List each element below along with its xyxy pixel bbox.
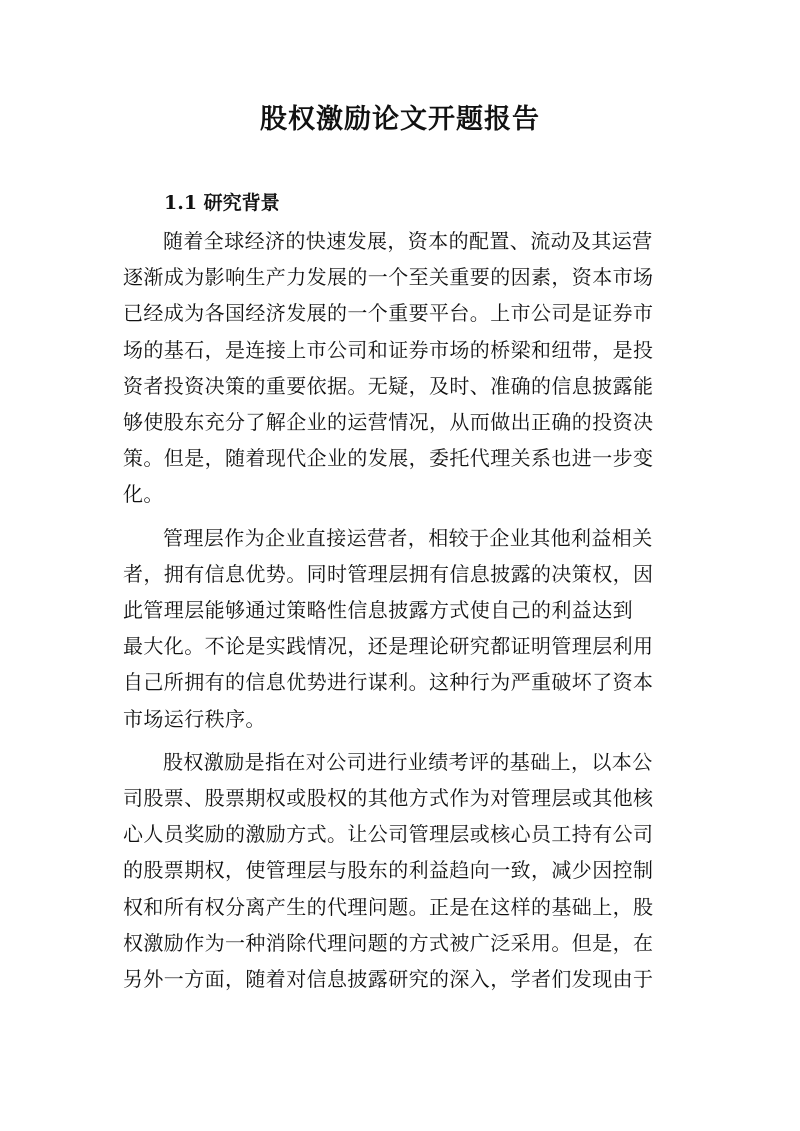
paragraph-line: 随着全球经济的快速发展，资本的配置、流动及其运营 [163, 229, 653, 253]
section-heading: 1.1 研究背景 [164, 192, 280, 214]
paragraph-line: 自己所拥有的信息优势进行谋利。这种行为严重破坏了资本 [123, 670, 654, 695]
paragraph-line: 资者投资决策的重要依据。无疑，及时、准确的信息披露能 [123, 373, 654, 398]
body-text [123, 223, 683, 997]
paragraph-line: 另外一方面，随着对信息披露研究的深入，学者们发现由于 [123, 967, 654, 992]
paragraph-line: 化。 [123, 482, 164, 507]
paragraph-line: 的股票期权，使管理层与股东的利益趋向一致，减少因控制 [123, 858, 654, 883]
paragraph-line: 此管理层能够通过策略性信息披露方式使自己的利益达到 [123, 598, 633, 623]
paragraph-line: 权激励作为一种消除代理问题的方式被广泛采用。但是，在 [123, 930, 654, 955]
paragraph-line: 者，拥有信息优势。同时管理层拥有信息披露的决策权，因 [123, 561, 654, 586]
paragraph-line: 司股票、股票期权或股权的其他方式作为对管理层或其他核 [123, 786, 654, 811]
paragraph-2 [123, 520, 683, 737]
paragraph-line: 心人员奖励的激励方式。让公司管理层或核心员工持有公司 [123, 822, 654, 847]
paragraph-line: 策。但是，随着现代企业的发展，委托代理关系也进一步变 [123, 446, 654, 471]
paragraph-line: 权和所有权分离产生的代理问题。正是在这样的基础上，股 [123, 894, 654, 919]
paragraph-1 [123, 223, 683, 513]
paragraph-line: 管理层作为企业直接运营者，相较于企业其他利益相关 [163, 525, 653, 550]
paragraph-line: 场的基石，是连接上市公司和证券市场的桥梁和纽带，是投 [123, 337, 654, 362]
paragraph-line: 市场运行秩序。 [123, 706, 266, 731]
paragraph-line: 最大化。不论是实践情况，还是理论研究都证明管理层利用 [123, 634, 654, 659]
paragraph-line: 股权激励是指在对公司进行业绩考评的基础上，以本公 [163, 749, 653, 774]
document-title: 股权激励论文开题报告 [260, 104, 540, 135]
paragraph-line: 已经成为各国经济发展的一个重要平台。上市公司是证券市 [123, 301, 654, 326]
paragraph-3 [123, 744, 683, 997]
paragraph-line: 够使股东充分了解企业的运营情况，从而做出正确的投资决 [123, 410, 654, 435]
paragraph-line: 逐渐成为影响生产力发展的一个至关重要的因素，资本市场 [123, 265, 654, 290]
